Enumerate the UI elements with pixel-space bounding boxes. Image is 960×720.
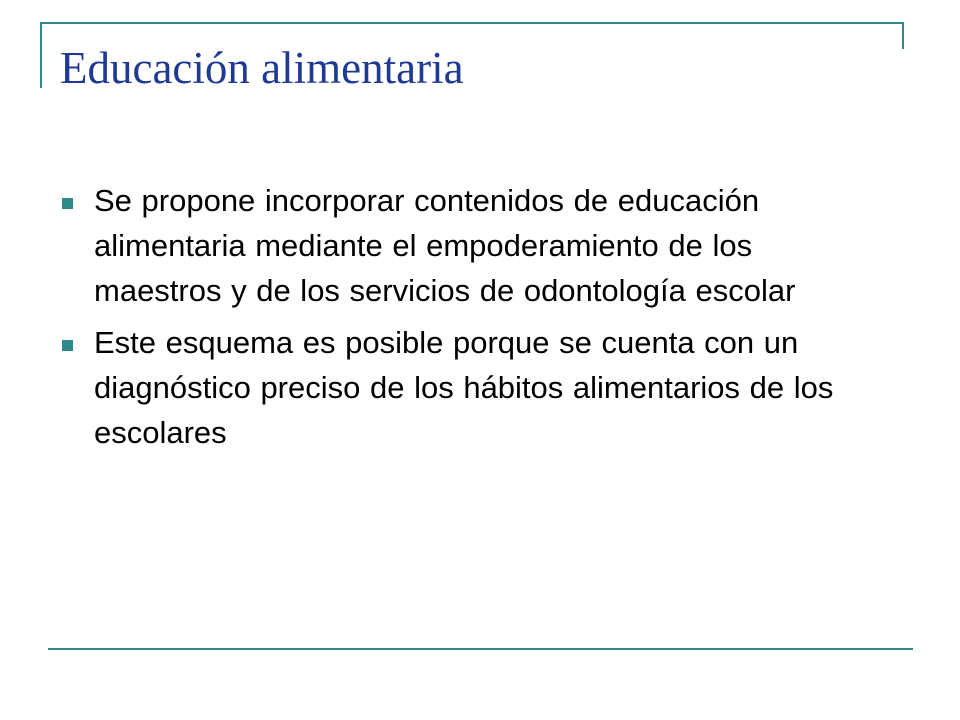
frame-left-rule <box>40 22 42 88</box>
frame-right-rule <box>902 22 904 49</box>
frame-top-rule <box>40 22 904 24</box>
bullet-list <box>62 178 862 462</box>
bullet-text: Este esquema es posible porque se cuenta con un diagnóstico preciso de los hábitos alimentarios de los escolares <box>94 325 834 450</box>
square-bullet-icon <box>62 340 73 351</box>
frame-bottom-rule <box>48 648 913 650</box>
bullet-item <box>62 178 862 313</box>
slide-title: Educación alimentaria <box>60 43 464 93</box>
bullet-text: Se propone incorporar contenidos de educación alimentaria mediante el empoderamiento de los maestros y de los servicios de odontología escolar <box>94 183 796 308</box>
square-bullet-icon <box>62 198 73 209</box>
bullet-item <box>62 320 862 455</box>
